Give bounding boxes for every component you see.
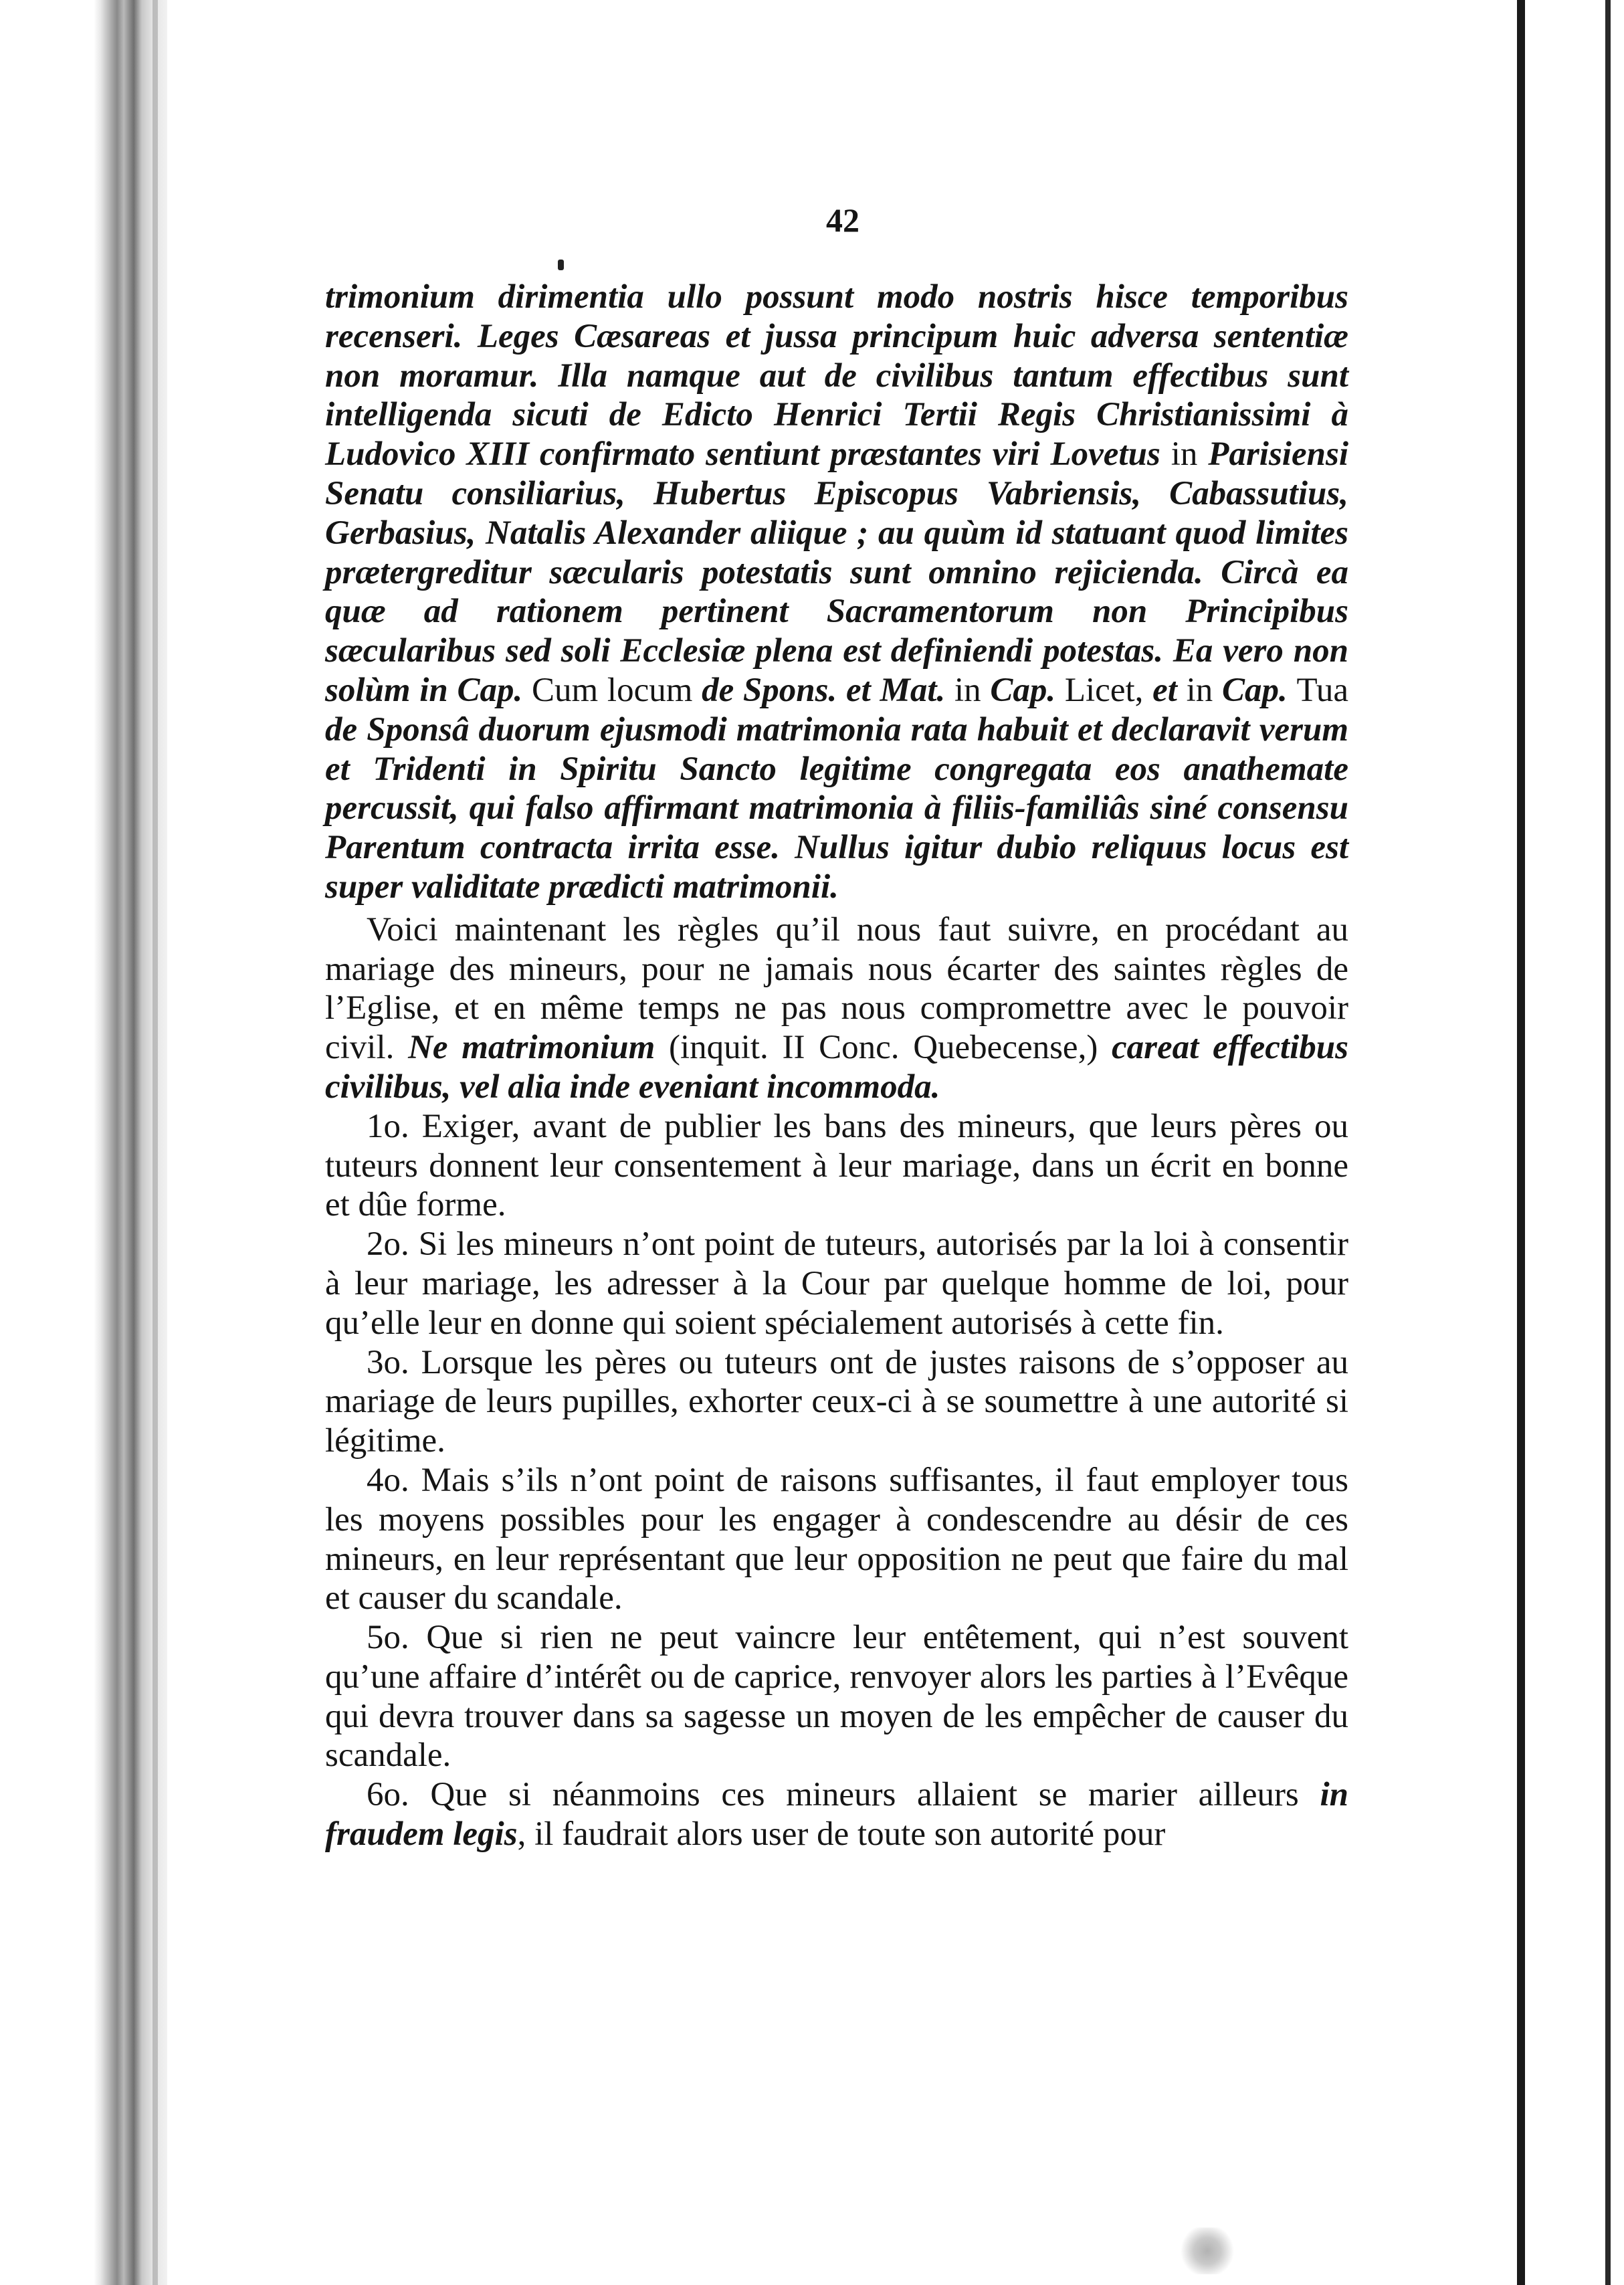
latin-segment-upright: in bbox=[1186, 671, 1213, 709]
book-gutter bbox=[0, 0, 167, 2285]
latin-segment-upright: in bbox=[954, 671, 981, 709]
gutter-shadow-line bbox=[153, 0, 158, 2285]
latin-segment: Cap. bbox=[1213, 671, 1297, 709]
intro-text: (inquit. II Conc. Quebecense,) bbox=[655, 1029, 1112, 1067]
far-right-border-rule bbox=[1605, 0, 1611, 2285]
latin-segment: Cap. bbox=[981, 671, 1065, 709]
rule-6 bbox=[325, 1775, 1348, 1854]
latin-segment: Parisiensi Senatu consiliarius, Hubertus Episcopus Vabriensis, Cabassutius, Gerbasius, Natalis Alexander aliique ; au quùm id statuant quod limites prætergreditur sæcularis potestatis sunt omnino rejicienda. Circà ea quæ ad rationem pertinent Sacramentorum non Principibus sæcularibus sed soli Ecclesiæ plena est definiendi potestas. Ea vero non solùm in Cap. bbox=[325, 435, 1348, 709]
body-text bbox=[325, 278, 1348, 1854]
scan-smudge bbox=[1177, 2227, 1237, 2274]
latin-segment: de Spons. et Mat. bbox=[692, 671, 954, 709]
intro-text: Voici maintenant les règles qu’il nous faut suivre, en procédant au mariage des mineurs, pour ne jamais nous écarter des saintes règles de l’Eglise, et en même temps ne pas nous compromettre avec le pouvoir civil. bbox=[325, 910, 1348, 1067]
latin-segment-upright: Licet, bbox=[1064, 671, 1144, 709]
intro-paragraph bbox=[325, 910, 1348, 1107]
rule-4: 4o. Mais s’ils n’ont point de raisons suffisantes, il faut employer tous les moyens possibles pour les engager à condescendre au désir de ces mineurs, en leur représentant que leur opposition ne peut que faire du mal et causer du scandale. bbox=[325, 1461, 1348, 1617]
rule-6-text: , il faudrait alors user de toute son autorité pour bbox=[517, 1815, 1166, 1854]
rule-1: 1o. Exiger, avant de publier les bans des mineurs, que leurs pères ou tuteurs donnent leur consentement à leur mariage, dans un écrit en bonne et dûe forme. bbox=[325, 1107, 1348, 1224]
rule-5: 5o. Que si rien ne peut vaincre leur entêtement, qui n’est souvent qu’une affaire d’intérêt ou de caprice, renvoyer alors les parties à l’Evêque qui devra trouver dans sa sagesse un moyen de les empêcher de causer du scandale. bbox=[325, 1619, 1348, 1775]
intro-latin: Ne matrimonium bbox=[408, 1029, 655, 1067]
rule-2: 2o. Si les mineurs n’ont point de tuteurs, autorisés par la loi à consentir à leur mariage, les adresser à la Cour par quelque homme de loi, pour qu’elle leur en donne qui soient spécialement autorisés à cette fin. bbox=[325, 1225, 1348, 1342]
right-border-rule bbox=[1517, 0, 1525, 2285]
latin-segment-upright: in bbox=[1171, 435, 1198, 474]
ink-mark bbox=[558, 260, 564, 270]
latin-segment-upright: Tua bbox=[1296, 671, 1348, 709]
rule-3: 3o. Lorsque les pères ou tuteurs ont de justes raisons de s’opposer au mariage de leurs pupilles, exhorter ceux-ci à se soumettre à une autorité si légitime. bbox=[325, 1343, 1348, 1460]
intro-latin: careat effectibus civilibus, vel alia inde eveniant incommoda. bbox=[325, 1029, 1348, 1106]
latin-segment: trimonium dirimentia ullo possunt modo nostris hisce temporibus recenseri. Leges Cæsareas et jussa principum huic adversa sententiæ non moramur. Illa namque aut de civilibus tantum effectibus sunt intelligenda sicuti de Edicto Henrici Tertii Regis Christianissimi à Ludovico XIII confirmato sentiunt præstantes viri Lovetus bbox=[325, 278, 1348, 474]
latin-segment: de Sponsâ duorum ejusmodi matrimonia rata habuit et declaravit verum et Tridenti in Spiritu Sancto legitime congregata eos anathemate percussit, qui falso affirmant matrimonia à filiis-familiâs siné consensu Parentum contracta irrita esse. Nullus igitur dubio reliquus locus est super validitate prædicti matrimonii. bbox=[325, 710, 1348, 906]
latin-segment: et bbox=[1143, 671, 1187, 709]
rule-6-text: 6o. Que si néanmoins ces mineurs allaient se marier ailleurs bbox=[367, 1776, 1320, 1814]
page-number: 42 bbox=[826, 201, 859, 239]
latin-quotation bbox=[325, 278, 1348, 907]
latin-segment-upright: Cum locum bbox=[532, 671, 693, 709]
rule-6-latin: in fraudem legis bbox=[325, 1776, 1348, 1854]
